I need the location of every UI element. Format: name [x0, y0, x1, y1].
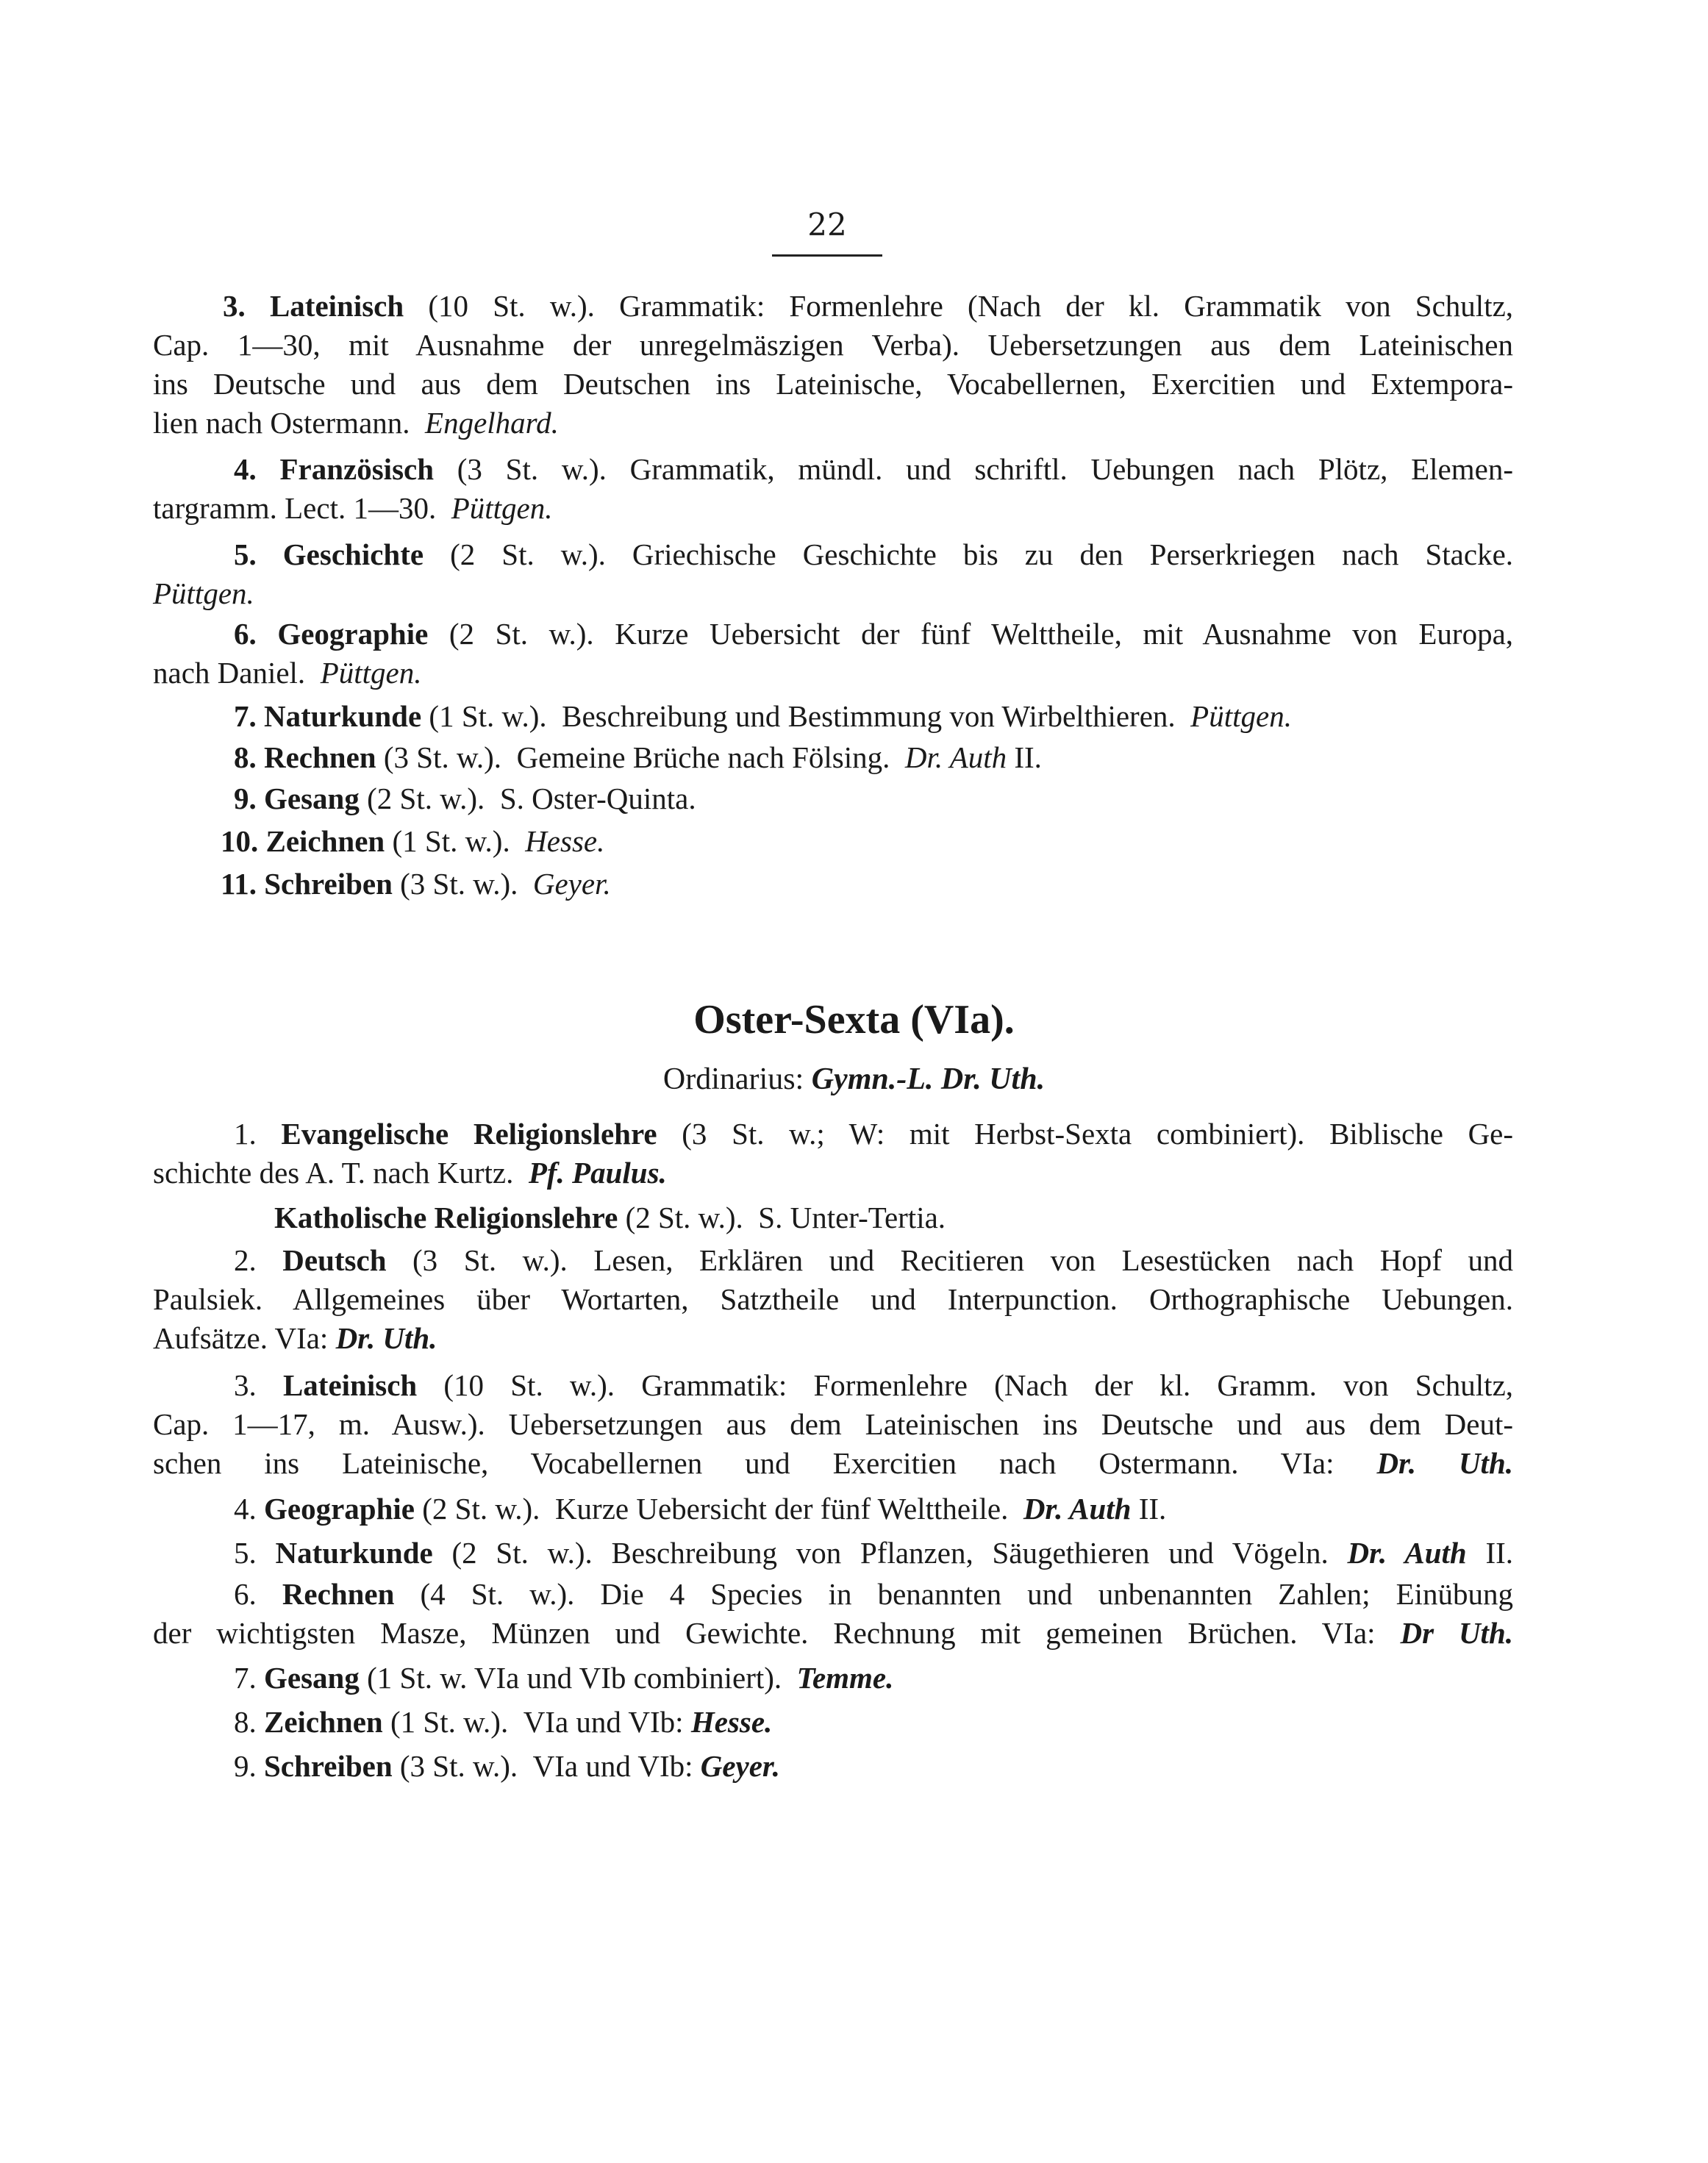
s1-item-3-line3: ins Deutsche und aus dem Deutschen ins Lateinische, Vocabellernen, Exercitien und Extempora- [153, 367, 1513, 401]
s2-item-6-line2: der wichtigsten Masze, Münzen und Gewichte. Rechnung mit gemeinen Brüchen. VIa: Dr Uth. [153, 1616, 1514, 1650]
s2-item-9: 9. Schreiben (3 St. w.). VIa und VIb: Geyer. [234, 1749, 780, 1783]
s2-item-7: 7. Gesang (1 St. w. VIa und VIb combiniert). Temme. [234, 1661, 894, 1695]
teacher-name: Dr. Uth. [335, 1321, 437, 1355]
page-number: 22 [807, 207, 847, 243]
s1-item-7: 7. Naturkunde (1 St. w.). Beschreibung und Bestimmung von Wirbelthieren. Püttgen. [234, 699, 1292, 733]
s2-item-kath: Katholische Religionslehre (2 St. w.). S. Unter-Tertia. [274, 1201, 946, 1234]
s1-item-6-line1: 6. Geographie (2 St. w.). Kurze Uebersicht der fünf Welttheile, mit Ausnahme von Europa, [234, 617, 1514, 651]
teacher-name: Dr. Uth. [1376, 1446, 1513, 1480]
teacher-name: Pf. Paulus. [528, 1156, 667, 1190]
teacher-name: Hesse. [525, 824, 605, 858]
teacher-name: Püttgen. [1190, 699, 1292, 733]
teacher-name: Dr Uth. [1400, 1616, 1514, 1650]
s1-item-3-line1: 3. Lateinisch (10 St. w.). Grammatik: Formenlehre (Nach der kl. Grammatik von Schultz, [223, 289, 1514, 323]
s2-item-6-line1: 6. Rechnen (4 St. w.). Die 4 Species in benannten und unbenannten Zahlen; Einübung [234, 1577, 1514, 1611]
teacher-name: Dr. Auth [1347, 1536, 1467, 1570]
s2-item-5: 5. Naturkunde (2 St. w.). Beschreibung von Pflanzen, Säugethieren und Vögeln. Dr. Auth II. [234, 1536, 1514, 1570]
s1-item-4-line1: 4. Französisch (3 St. w.). Grammatik, mündl. und schriftl. Uebungen nach Plötz, Elemen- [234, 452, 1513, 486]
section-title: Oster-Sexta (VIa). [693, 997, 1015, 1043]
teacher-name: Engelhard. [425, 406, 559, 440]
teacher-name: Hesse. [690, 1705, 773, 1739]
s2-item-2-line1: 2. Deutsch (3 St. w.). Lesen, Erklären und Recitieren von Lesestücken nach Hopf und [234, 1243, 1514, 1277]
ordinarius-line: Ordinarius: Gymn.-L. Dr. Uth. [662, 1062, 1046, 1096]
s2-item-8: 8. Zeichnen (1 St. w.). VIa und VIb: Hesse. [234, 1705, 773, 1739]
s1-item-11: 11. Schreiben (3 St. w.). Geyer. [221, 867, 611, 901]
page-number-rule [772, 254, 882, 257]
s2-item-2-line2: Paulsiek. Allgemeines über Wortarten, Satztheile und Interpunction. Orthographische Uebungen. [153, 1282, 1513, 1316]
s2-item-1-line2: schichte des A. T. nach Kurtz. Pf. Paulus. [153, 1156, 667, 1190]
s1-item-3-line4: lien nach Ostermann. Engelhard. [153, 406, 559, 440]
s1-item-9: 9. Gesang (2 St. w.). S. Oster-Quinta. [234, 782, 696, 815]
s2-item-2-line3: Aufsätze. VIa: Dr. Uth. [153, 1321, 437, 1355]
teacher-name: Dr. Auth [904, 740, 1007, 774]
s2-item-1-line1: 1. Evangelische Religionslehre (3 St. w.; W: mit Herbst-Sexta combiniert). Biblische Ge- [234, 1117, 1514, 1151]
s1-item-10: 10. Zeichnen (1 St. w.). Hesse. [221, 824, 605, 858]
s1-item-5-line1: 5. Geschichte (2 St. w.). Griechische Geschichte bis zu den Perserkriegen nach Stacke. [234, 537, 1514, 571]
teacher-name: Geyer. [532, 867, 611, 901]
s2-item-3-line1: 3. Lateinisch (10 St. w.). Grammatik: Formenlehre (Nach der kl. Gramm. von Schultz, [234, 1368, 1514, 1402]
s1-item-6-line2: nach Daniel. Püttgen. [153, 656, 422, 690]
s1-item-5-teacher: Püttgen. [153, 576, 254, 610]
teacher-name: Püttgen. [320, 656, 422, 690]
s2-item-3-line3: schen ins Lateinische, Vocabellernen und Exercitien nach Ostermann. VIa: Dr. Uth. [153, 1446, 1513, 1480]
s1-item-3-line2: Cap. 1—30, mit Ausnahme der unregelmäszigen Verba). Uebersetzungen aus dem Lateinischen [153, 328, 1513, 362]
ordinarius-name: Gymn.-L. Dr. Uth. [811, 1062, 1046, 1096]
s2-item-4: 4. Geographie (2 St. w.). Kurze Uebersicht der fünf Welttheile. Dr. Auth II. [234, 1492, 1167, 1526]
s1-item-4-line2: targramm. Lect. 1—30. Püttgen. [153, 491, 553, 525]
teacher-name: Temme. [796, 1661, 894, 1695]
s2-item-3-line2: Cap. 1—17, m. Ausw.). Uebersetzungen aus dem Lateinischen ins Deutsche und aus dem Deut- [153, 1407, 1513, 1441]
teacher-name: Dr. Auth [1023, 1492, 1132, 1526]
s1-item-8: 8. Rechnen (3 St. w.). Gemeine Brüche nach Fölsing. Dr. Auth II. [234, 740, 1042, 774]
teacher-name: Püttgen. [451, 491, 553, 525]
teacher-name: Geyer. [700, 1749, 780, 1783]
